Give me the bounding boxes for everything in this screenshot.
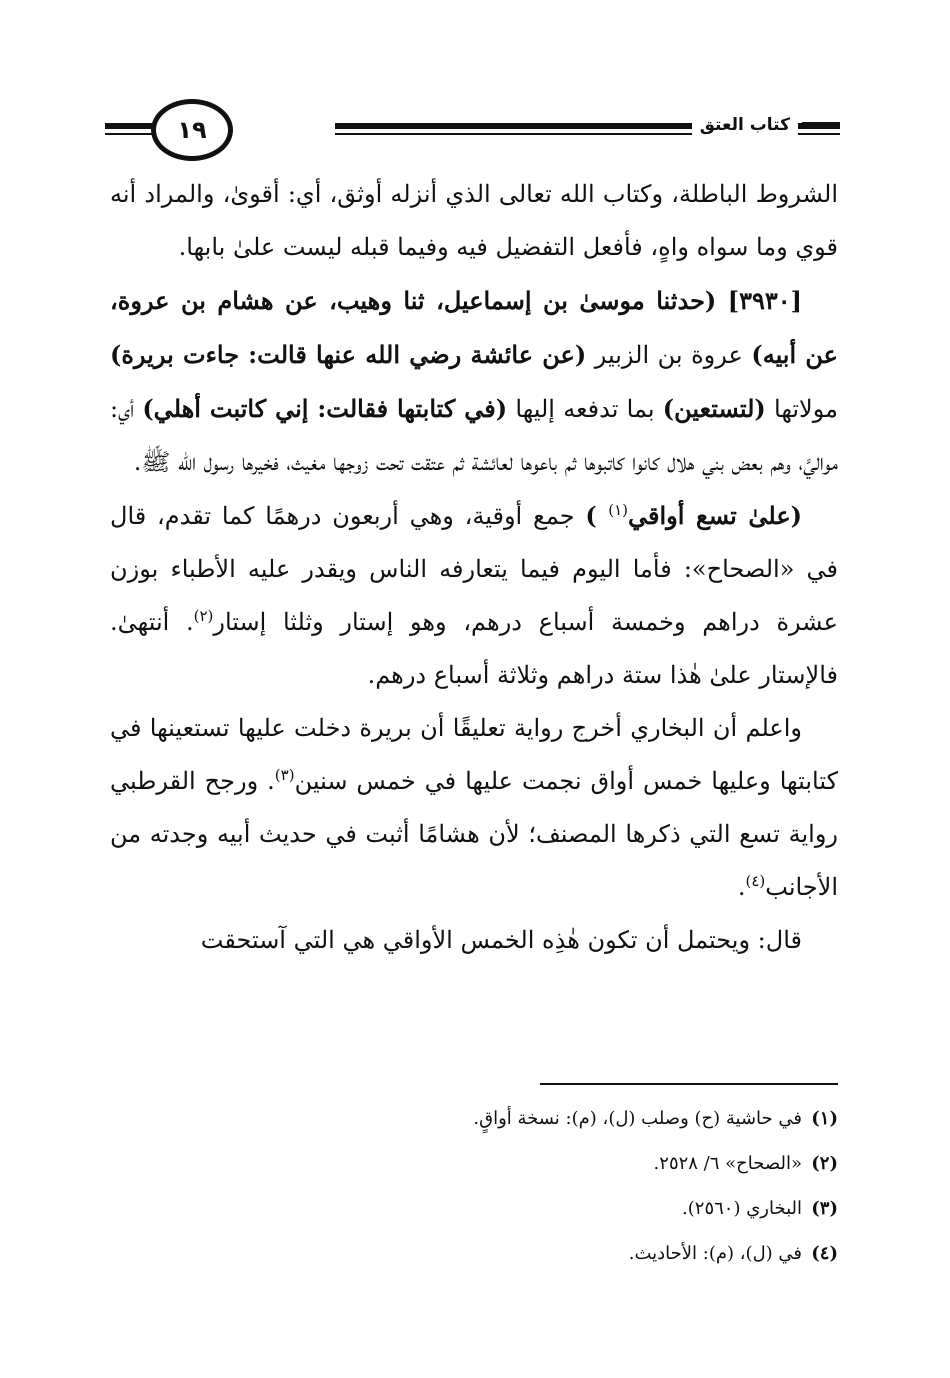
footnote-text: في (ل)، (م): الأحاديث.: [628, 1243, 802, 1264]
footnote-text: البخاري (٢٥٦٠).: [682, 1198, 802, 1219]
commentary-text: . أنتهىٰ. فالإستار علىٰ هٰذا ستة دراهم وثلاثة أسباع درهم.: [110, 608, 838, 689]
header-dash: [802, 122, 840, 125]
footnote-separator: [540, 1083, 838, 1085]
commentary-text: . ورجح القرطبي رواية تسع التي ذكرها المصنف؛ لأن هشامًا أثبت في حديث أبيه وجدته من الأجانب: [110, 767, 838, 901]
running-title: كتاب العتق: [692, 115, 798, 135]
footnote-marker: (٢): [193, 607, 214, 625]
hadith-text: (في كتابتها فقالت: إني كاتبت أهلي): [142, 394, 508, 423]
footnote-number: (٤): [811, 1243, 838, 1264]
paragraph-4: [110, 702, 838, 914]
footnote-number: (١): [811, 1108, 838, 1129]
hadith-text: ): [585, 501, 609, 530]
hadith-text: (عن عائشة رضي الله عنها قالت: جاءت بريرة): [110, 340, 587, 369]
footnotes: [110, 1096, 838, 1276]
commentary-text: .: [737, 873, 746, 901]
footnote-item: [110, 1141, 838, 1186]
footnote-item: [110, 1186, 838, 1231]
page-header: [105, 95, 840, 167]
footnote-marker: (٣): [274, 766, 295, 784]
commentary-text: عروة بن الزبير: [586, 341, 752, 369]
footnote-text: في حاشية (ح) وصلب (ل)، (م): نسخة أواقٍ.: [473, 1108, 802, 1129]
footnote-item: [110, 1231, 838, 1276]
paragraph-1: الشروط الباطلة، وكتاب الله تعالى الذي أنزله أوثق، أي: أقوىٰ، والمراد أنه قوي وما سواه واهٍ، فأفعل التفضيل فيه وفيما قبله ليست علىٰ بابها.: [110, 180, 838, 261]
footnote-marker: (١): [608, 501, 629, 519]
footnote-marker: (٤): [745, 872, 766, 890]
page-number: ١٩: [151, 99, 233, 161]
paragraph-3: [110, 489, 838, 702]
commentary-text: بما تدفعه إليها: [507, 395, 663, 423]
footnote-text: «الصحاح» ٦/ ٢٥٢٨.: [653, 1153, 802, 1174]
commentary-text: جمع أوقية، وهي أربعون درهمًا كما تقدم، قال في «الصحاح»: فأما اليوم فيما يتعارفه الناس ويقدر عليه الأطباء بوزن عشرة دراهم وخمسة أسباع درهم، وهو إستار وثلثا إستار: [110, 502, 839, 636]
commentary-text: أي: مواليَّ، وهم بعض بني هلال كانوا كاتبوها ثم باعوها لعائشة ثم عتقت تحت زوجها مغيث، فخيرها رسول الله ﷺ.: [110, 395, 838, 476]
header-rule-left: [105, 123, 155, 139]
commentary-text: مولاتها: [765, 395, 838, 423]
paragraph-5: قال: ويحتمل أن تكون هٰذِه الخمس الأواقي هي التي آستحقت: [200, 926, 802, 954]
hadith-isnad: [٣٩٣٠] (حدثنا موسىٰ بن إسماعيل، ثنا وهيب، عن هشام بن عروة، عن أبيه): [110, 286, 838, 369]
footnote-number: (٢): [811, 1153, 838, 1174]
paragraph-2: [110, 274, 838, 489]
hadith-text: (علىٰ تسع أواقي: [628, 501, 802, 530]
main-text: [110, 168, 838, 967]
commentary-text: واعلم أن البخاري أخرج رواية تعليقًا أن بريرة دخلت عليها تستعينها في كتابتها وعليها خمس أواق نجمت عليها في خمس سنين: [110, 714, 839, 795]
hadith-text: (لتستعين): [662, 394, 766, 423]
footnote-number: (٣): [811, 1198, 838, 1219]
footnote-item: [110, 1096, 838, 1141]
